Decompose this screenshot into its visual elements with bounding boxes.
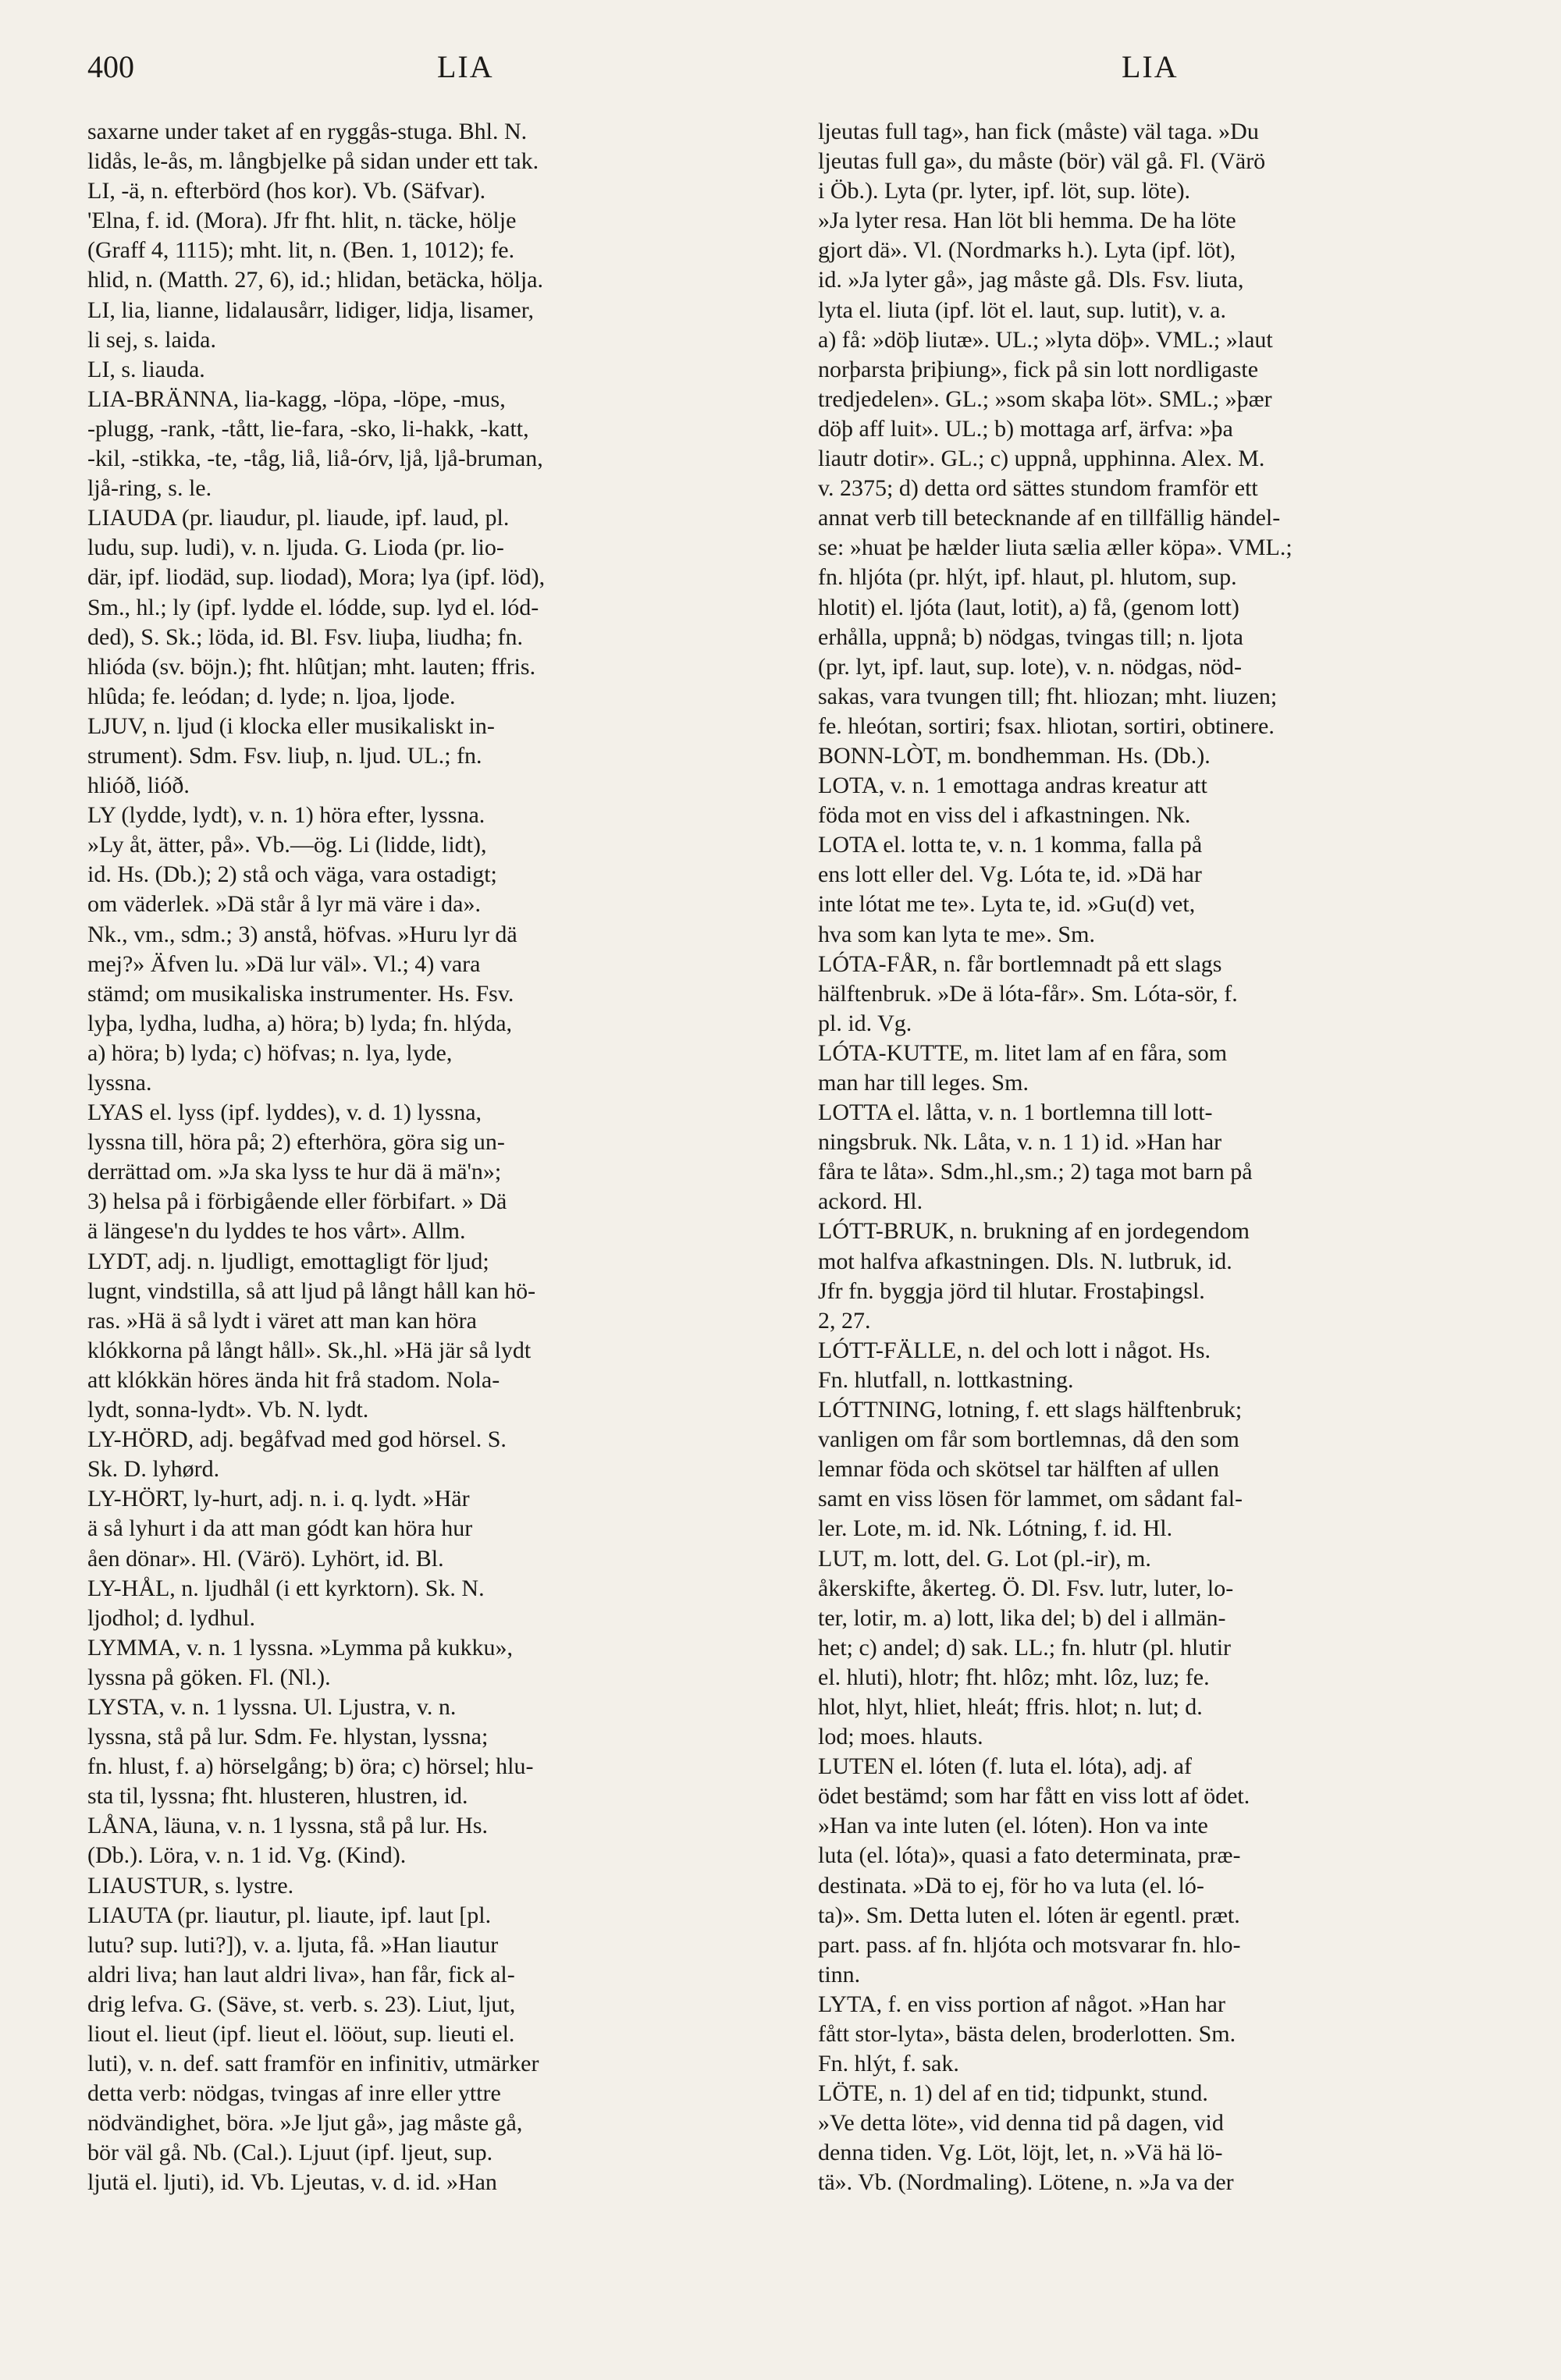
text-line: döþ aff luit». UL.; b) mottaga arf, ärfva: »þa xyxy=(818,415,1233,442)
text-line: hälftenbruk. »De ä lóta-får». Sm. Lóta-sör, f. xyxy=(818,980,1238,1007)
left-column xyxy=(87,117,763,2198)
text-line: gjort dä». Vl. (Nordmarks h.). Lyta (ipf. löt), xyxy=(818,237,1236,264)
text-line: LÓTT-BRUK, n. brukning af en jordegendom xyxy=(818,1218,1250,1245)
text-line: hlid, n. (Matth. 27, 6), id.; hlidan, betäcka, hölja. xyxy=(87,267,544,293)
text-line: lyssna på göken. Fl. (Nl.). xyxy=(87,1664,331,1690)
text-line: el. hluti), hlotr; fht. hlôz; mht. lôz, luz; fe. xyxy=(818,1664,1210,1690)
text-line: tä». Vb. (Nordmaling). Lötene, n. »Ja va der xyxy=(818,2169,1234,2196)
text-line: »Ja lyter resa. Han löt bli hemma. De ha löte xyxy=(818,208,1236,234)
text-line: LY (lydde, lydt), v. n. 1) höra efter, lyssna. xyxy=(87,802,485,829)
text-line: derrättad om. »Ja ska lyss te hur dä ä mä'n»; xyxy=(87,1159,502,1185)
text-line: föda mot en viss del i afkastningen. Nk. xyxy=(818,802,1191,829)
text-line: BONN-LÒT, m. bondhemman. Hs. (Db.). xyxy=(818,742,1211,769)
text-line: LI, s. liauda. xyxy=(87,356,205,382)
text-line: LOTA, v. n. 1 emottaga andras kreatur att xyxy=(818,773,1207,799)
text-line: annat verb till betecknande af en tillfällig händel- xyxy=(818,505,1281,531)
text-line: a) höra; b) lyda; c) höfvas; n. lya, lyde, xyxy=(87,1039,453,1066)
text-line: hva som kan lyta te me». Sm. xyxy=(818,921,1095,947)
text-line: LI, lia, lianne, lidalausårr, lidiger, lidja, lisamer, xyxy=(87,297,535,323)
text-line: ljutä el. ljuti), id. Vb. Ljeutas, v. d. id. »Han xyxy=(87,2169,497,2196)
text-line: 3) helsa på i förbigående eller förbifart. » Dä xyxy=(87,1188,507,1215)
text-line: destinata. »Dä to ej, för ho va luta (el. ló- xyxy=(818,1872,1204,1899)
text-line: v. 2375; d) detta ord sättes stundom framför ett xyxy=(818,475,1258,502)
text-line: lyta el. liuta (ipf. löt el. laut, sup. lutit), v. a. xyxy=(818,297,1226,323)
text-line: ackord. Hl. xyxy=(818,1188,923,1215)
text-line: lyssna. xyxy=(87,1070,152,1096)
text-line: mej?» Äfven lu. »Dä lur väl». Vl.; 4) vara xyxy=(87,950,481,977)
text-line: LOTTA el. låtta, v. n. 1 bortlemna till lott- xyxy=(818,1099,1213,1126)
text-line: ler. Lote, m. id. Nk. Lótning, f. id. Hl. xyxy=(818,1515,1173,1542)
text-line: liout el. lieut (ipf. lieut el. lööut, sup. lieuti el. xyxy=(87,2021,515,2047)
text-line: LÓTT-FÄLLE, n. del och lott i något. Hs. xyxy=(818,1337,1211,1363)
text-line: lyssna till, höra på; 2) efterhöra, göra sig un- xyxy=(87,1129,505,1156)
text-line: inte lótat me te». Lyta te, id. »Gu(d) vet, xyxy=(818,891,1196,918)
text-line: id. »Ja lyter gå», jag måste gå. Dls. Fsv. liuta, xyxy=(818,267,1244,293)
text-line: hlióda (sv. böjn.); fht. hlûtjan; mht. lauten; ffris. xyxy=(87,653,536,680)
text-line: lugnt, vindstilla, så att ljud på långt håll kan hö- xyxy=(87,1277,536,1304)
right-column xyxy=(818,117,1494,2198)
text-line: ded), S. Sk.; löda, id. Bl. Fsv. liuþa, liudha; fn. xyxy=(87,623,524,650)
text-line: »Ve detta löte», vid denna tid på dagen, vid xyxy=(818,2110,1224,2137)
text-line: sakas, vara tvungen till; fht. hliozan; mht. liuzen; xyxy=(818,683,1278,709)
text-line: fn. hljóta (pr. hlýt, ipf. hlaut, pl. hlutom, sup. xyxy=(818,564,1237,591)
text-line: fn. hlust, f. a) hörselgång; b) öra; c) hörsel; hlu- xyxy=(87,1753,534,1780)
text-line: samt en viss lösen för lammet, om sådant fal- xyxy=(818,1486,1243,1512)
text-line: 2, 27. xyxy=(818,1307,871,1334)
text-line: denna tiden. Vg. Löt, löjt, let, n. »Vä hä lö- xyxy=(818,2140,1223,2166)
text-line: LYDT, adj. n. ljudligt, emottagligt för ljud; xyxy=(87,1248,489,1274)
text-line: nödvändighet, böra. »Je ljut gå», jag måste gå, xyxy=(87,2110,523,2137)
text-line: (Graff 4, 1115); mht. lit, n. (Ben. 1, 1012); fe. xyxy=(87,237,515,264)
text-line: hlióð, lióð. xyxy=(87,773,190,799)
text-line: liautr dotir». GL.; c) uppnå, upphinna. Alex. M. xyxy=(818,446,1265,472)
text-line: strument). Sdm. Fsv. liuþ, n. ljud. UL.; fn. xyxy=(87,742,482,769)
text-line: LÓTA-FÅR, n. får bortlemnadt på ett slags xyxy=(818,950,1222,977)
text-line: LIAUSTUR, s. lystre. xyxy=(87,1872,294,1899)
text-line: att klókkän höres ända hit frå stadom. Nola- xyxy=(87,1366,500,1393)
text-line: vanligen om får som bortlemnas, då den som xyxy=(818,1426,1239,1453)
text-line: bör väl gå. Nb. (Cal.). Ljuut (ipf. ljeut, sup. xyxy=(87,2140,493,2166)
text-line: stämd; om musikaliska instrumenter. Hs. Fsv. xyxy=(87,980,514,1007)
text-line: het; c) andel; d) sak. LL.; fn. hlutr (pl. hlutir xyxy=(818,1634,1232,1661)
text-line: drig lefva. G. (Säve, st. verb. s. 23). Liut, ljut, xyxy=(87,1991,516,2017)
text-line: där, ipf. liodäd, sup. liodad), Mora; lya (ipf. löd), xyxy=(87,564,546,591)
text-line: a) få: »döþ liutæ». UL.; »lyta döþ». VML.; »laut xyxy=(818,326,1273,353)
text-line: norþarsta þriþiung», fick på sin lott nordligaste xyxy=(818,356,1259,382)
text-line: tredjedelen». GL.; »som skaþa löt». SML.; »þær xyxy=(818,385,1272,412)
text-line: LYTA, f. en viss portion af något. »Han har xyxy=(818,1991,1225,2017)
text-line: ter, lotir, m. a) lott, lika del; b) del i allmän- xyxy=(818,1604,1226,1631)
text-line: lod; moes. hlauts. xyxy=(818,1724,983,1750)
text-line: LÓTTNING, lotning, f. ett slags hälftenbruk; xyxy=(818,1397,1243,1423)
text-line: lutu? sup. luti?]), v. a. ljuta, få. »Han liautur xyxy=(87,1931,499,1958)
page-header xyxy=(87,48,1474,95)
text-line: ljeutas full tag», han fick (måste) väl taga. »Du xyxy=(818,119,1259,144)
text-line: i Öb.). Lyta (pr. lyter, ipf. löt, sup. löte). xyxy=(818,178,1191,204)
text-line: lidås, le-ås, m. långbjelke på sidan under ett tak. xyxy=(87,148,539,175)
text-line: LIAUDA (pr. liaudur, pl. liaude, ipf. laud, pl. xyxy=(87,505,510,531)
right-running-head: LIA xyxy=(1122,49,1179,84)
text-line: aldri liva; han laut aldri liva», han får, fick al- xyxy=(87,1961,515,1987)
text-line: »Han va inte luten (el. lóten). Hon va inte xyxy=(818,1813,1208,1839)
text-line: hlotit) el. ljóta (laut, lotit), a) få, (genom lott) xyxy=(818,594,1239,620)
text-line: ljeutas full ga», du måste (bör) väl gå. Fl. (Värö xyxy=(818,148,1266,175)
text-line: luta (el. lóta)», quasi a fato determinata, præ- xyxy=(818,1842,1241,1869)
text-line: li sej, s. laida. xyxy=(87,326,216,353)
text-line: LY-HÖRT, ly-hurt, adj. n. i. q. lydt. »Här xyxy=(87,1486,470,1512)
text-line: man har till leges. Sm. xyxy=(818,1070,1029,1096)
text-line: fe. hleótan, sortiri; fsax. hliotan, sortiri, obtinere. xyxy=(818,712,1275,739)
text-line: id. Hs. (Db.); 2) stå och väga, vara ostadigt; xyxy=(87,861,497,888)
text-line: åkerskifte, åkerteg. Ö. Dl. Fsv. lutr, luter, lo- xyxy=(818,1575,1234,1601)
text-line: tinn. xyxy=(818,1961,861,1987)
text-line: LUTEN el. lóten (f. luta el. lóta), adj. af xyxy=(818,1753,1192,1780)
left-running-head: LIA xyxy=(437,49,494,84)
text-line: saxarne under taket af en ryggås-stuga. Bhl. N. xyxy=(87,119,528,144)
text-line: se: »huat þe hælder liuta sælia æller köpa». VML.; xyxy=(818,535,1293,561)
text-line: 'Elna, f. id. (Mora). Jfr fht. hlit, n. täcke, hölje xyxy=(87,208,517,234)
text-line: LIAUTA (pr. liautur, pl. liaute, ipf. laut [pl. xyxy=(87,1902,492,1928)
text-line: detta verb: nödgas, tvingas af inre eller yttre xyxy=(87,2080,501,2107)
text-line: Nk., vm., sdm.; 3) anstå, höfvas. »Huru lyr dä xyxy=(87,921,517,947)
text-line: LIA-BRÄNNA, lia-kagg, -löpa, -löpe, -mus, xyxy=(87,385,506,412)
text-line: Sk. D. lyhørd. xyxy=(87,1456,220,1483)
text-line: åen dönar». Hl. (Värö). Lyhört, id. Bl. xyxy=(87,1545,444,1572)
text-line: lyssna, stå på lur. Sdm. Fe. hlystan, lyssna; xyxy=(87,1724,489,1750)
text-line: LYAS el. lyss (ipf. lyddes), v. d. 1) lyssna, xyxy=(87,1099,482,1126)
text-line: lydt, sonna-lydt». Vb. N. lydt. xyxy=(87,1397,369,1423)
text-line: LI, -ä, n. efterbörd (hos kor). Vb. (Säfvar). xyxy=(87,178,486,204)
text-line: ens lott eller del. Vg. Lóta te, id. »Dä har xyxy=(818,861,1202,888)
text-line: lyþa, lydha, ludha, a) höra; b) lyda; fn. hlýda, xyxy=(87,1010,513,1036)
text-line: fåra te låta». Sdm.,hl.,sm.; 2) taga mot barn på xyxy=(818,1159,1253,1185)
text-line: Fn. hlutfall, n. lottkastning. xyxy=(818,1366,1074,1393)
text-line: LOTA el. lotta te, v. n. 1 komma, falla på xyxy=(818,832,1203,858)
text-line: sta til, lyssna; fht. hlusteren, hlustren, id. xyxy=(87,1783,468,1810)
text-line: ljodhol; d. lydhul. xyxy=(87,1604,256,1631)
text-line: ä så lyhurt i da att man gódt kan höra hur xyxy=(87,1515,473,1542)
text-line: ningsbruk. Nk. Låta, v. n. 1 1) id. »Han har xyxy=(818,1129,1222,1156)
text-line: (Db.). Löra, v. n. 1 id. Vg. (Kind). xyxy=(87,1842,407,1869)
text-line: ödet bestämd; som har fått en viss lott af ödet. xyxy=(818,1783,1250,1810)
text-line: lemnar föda och skötsel tar hälften af ullen xyxy=(818,1456,1219,1483)
text-line: pl. id. Vg. xyxy=(818,1010,912,1036)
text-line: LY-HÅL, n. ljudhål (i ett kyrktorn). Sk. N. xyxy=(87,1575,485,1601)
text-line: (pr. lyt, ipf. laut, sup. lote), v. n. nödgas, nöd- xyxy=(818,653,1242,680)
text-line: luti), v. n. def. satt framför en infinitiv, utmärker xyxy=(87,2051,539,2077)
text-line: hlûda; fe. leódan; d. lyde; n. ljoa, ljode. xyxy=(87,683,456,709)
text-line: Fn. hlýt, f. sak. xyxy=(818,2051,959,2077)
text-line: hlot, hlyt, hliet, hleát; ffris. hlot; n. lut; d. xyxy=(818,1693,1203,1720)
text-line: »Ly åt, ätter, på». Vb.—ög. Li (lidde, lidt), xyxy=(87,832,487,858)
text-line: mot halfva afkastningen. Dls. N. lutbruk, id. xyxy=(818,1248,1232,1274)
text-line: ljå-ring, s. le. xyxy=(87,475,212,502)
text-line: part. pass. af fn. hljóta och motsvarar fn. hlo- xyxy=(818,1931,1241,1958)
text-line: LUT, m. lott, del. G. Lot (pl.-ir), m. xyxy=(818,1545,1151,1572)
text-line: ta)». Sm. Detta luten el. lóten är egentl. præt. xyxy=(818,1902,1240,1928)
text-line: LJUV, n. ljud (i klocka eller musikaliskt in- xyxy=(87,712,495,739)
text-line: Jfr fn. byggja jörd til hlutar. Frostaþingsl. xyxy=(818,1277,1205,1304)
text-line: erhålla, uppnå; b) nödgas, tvingas till; n. ljota xyxy=(818,623,1243,650)
text-line: Sm., hl.; ly (ipf. lydde el. lódde, sup. lyd el. lód- xyxy=(87,594,539,620)
text-line: ä längese'n du lyddes te hos vårt». Allm. xyxy=(87,1218,466,1245)
text-line: LY-HÖRD, adj. begåfvad med god hörsel. S. xyxy=(87,1426,507,1453)
text-line: -kil, -stikka, -te, -tåg, liå, liå-órv, ljå, ljå-bruman, xyxy=(87,446,543,472)
text-line: om väderlek. »Dä står å lyr mä väre i da». xyxy=(87,891,481,918)
text-line: LÓTA-KUTTE, m. litet lam af en fåra, som xyxy=(818,1039,1228,1066)
text-line: LYSTA, v. n. 1 lyssna. Ul. Ljustra, v. n. xyxy=(87,1693,457,1720)
text-line: LÅNA, läuna, v. n. 1 lyssna, stå på lur. Hs. xyxy=(87,1813,488,1839)
text-line: fått stor-lyta», bästa delen, broderlotten. Sm. xyxy=(818,2021,1236,2047)
text-line: ludu, sup. ludi), v. n. ljuda. G. Lioda (pr. lio- xyxy=(87,535,504,561)
text-line: LÖTE, n. 1) del af en tid; tidpunkt, stund. xyxy=(818,2080,1208,2107)
text-line: ras. »Hä ä så lydt i väret att man kan höra xyxy=(87,1307,477,1334)
text-line: -plugg, -rank, -tått, lie-fara, -sko, li-hakk, -katt, xyxy=(87,415,529,442)
page-number: 400 xyxy=(87,49,134,84)
text-line: LYMMA, v. n. 1 lyssna. »Lymma på kukku», xyxy=(87,1634,514,1661)
text-line: klókkorna på långt håll». Sk.,hl. »Hä jär så lydt xyxy=(87,1337,532,1363)
